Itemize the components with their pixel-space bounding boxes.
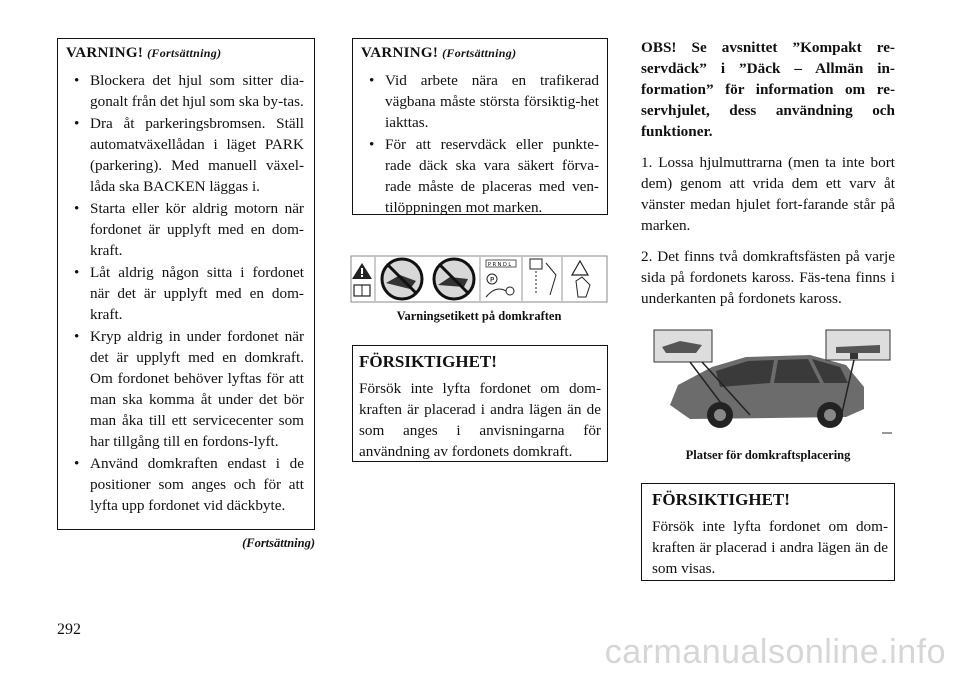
step-1-paragraph: 1. Lossa hjulmuttrarna (men ta inte bort dem) genom att vrida dem ett varv åt vänster medan hjulet fort-farande står på marken. [641,154,895,234]
jacking-points-illustration [650,327,895,442]
main-text-column [641,37,895,309]
warning-item: • Vid arbete nära en trafikerad vägbana måste största försiktig-het iakttas. [361,70,599,133]
warning-list [66,70,304,516]
warning-title: VARNING! [66,45,144,61]
watermark: carmanualsonline.info [604,633,946,671]
svg-text:P R N D L: P R N D L [488,262,512,268]
step-2-paragraph: 2. Det finns två domkraftsfästen på varje sida på fordonets kaross. Fäs-tena finns i underkanten på fordonets kaross. [641,248,895,307]
warning-item: • Använd domkraften endast i de positioner som anges och för att lyfta upp fordonet vid däckbyte. [66,453,304,516]
jack-warning-label-illustration [350,255,608,303]
warning-item: • Starta eller kör aldrig motorn när fordonet är upplyft med en dom-kraft. [66,198,304,261]
warning-continued-note-2: (Fortsättning) [442,46,517,60]
caution-title-2: FÖRSIKTIGHET! [652,490,790,509]
warning-box-continued [57,38,315,530]
warning-continued-note: (Fortsättning) [147,46,222,60]
warning-title-2: VARNING! [361,45,439,61]
warning-item: • Dra åt parkeringsbromsen. Ställ automatväxellådan i läget PARK (parkering). Med manuell växel-låda ska BACKEN läggas i. [66,113,304,197]
caution-box-2 [641,483,895,581]
jack-label-caption: Varningsetikett på domkraften [396,309,562,323]
caution-box [352,345,608,462]
warning-list-2 [361,70,599,218]
continued-footer: (Fortsättning) [242,536,315,550]
warning-item: • Låt aldrig någon sitta i fordonet när det är upplyft med en dom-kraft. [66,262,304,325]
warning-item: • För att reservdäck eller punkte-rade däck ska vara säkert förva-rade måste de placeras med ven-tilöppningen mot marken. [361,134,599,218]
note-paragraph: OBS! Se avsnittet ”Kompakt re-servdäck” i ”Däck – Allmän in-formation” för information om re-servhjulet, dess användning och funktioner. [641,39,895,140]
warning-header [66,45,304,62]
caution-title: FÖRSIKTIGHET! [359,352,497,371]
caution-text-2: Försök inte lyfta fordonet om dom-kraften är placerad i andra lägen än de som visas. [652,518,888,577]
warning-item: • Blockera det hjul som sitter dia-gonalt från det hjul som ska by-tas. [66,70,304,112]
warning-header-2 [361,45,599,62]
svg-text:P: P [490,276,495,284]
jacking-points-caption: Platser för domkraftsplacering [685,448,851,462]
warning-item: • Kryp aldrig in under fordonet när det är upplyft med en domkraft. Om fordonet behöver lyftas för att man ska komma åt under det bör man åka till ett servicecenter som har tillgång till en fordons-lyft. [66,326,304,452]
caution-text: Försök inte lyfta fordonet om dom-kraften är placerad i andra lägen än de som anges i anvisningarna för användning av fordonets domkraft. [359,380,601,460]
warning-box-continued-2 [352,38,608,215]
page-number: 292 [57,621,81,638]
